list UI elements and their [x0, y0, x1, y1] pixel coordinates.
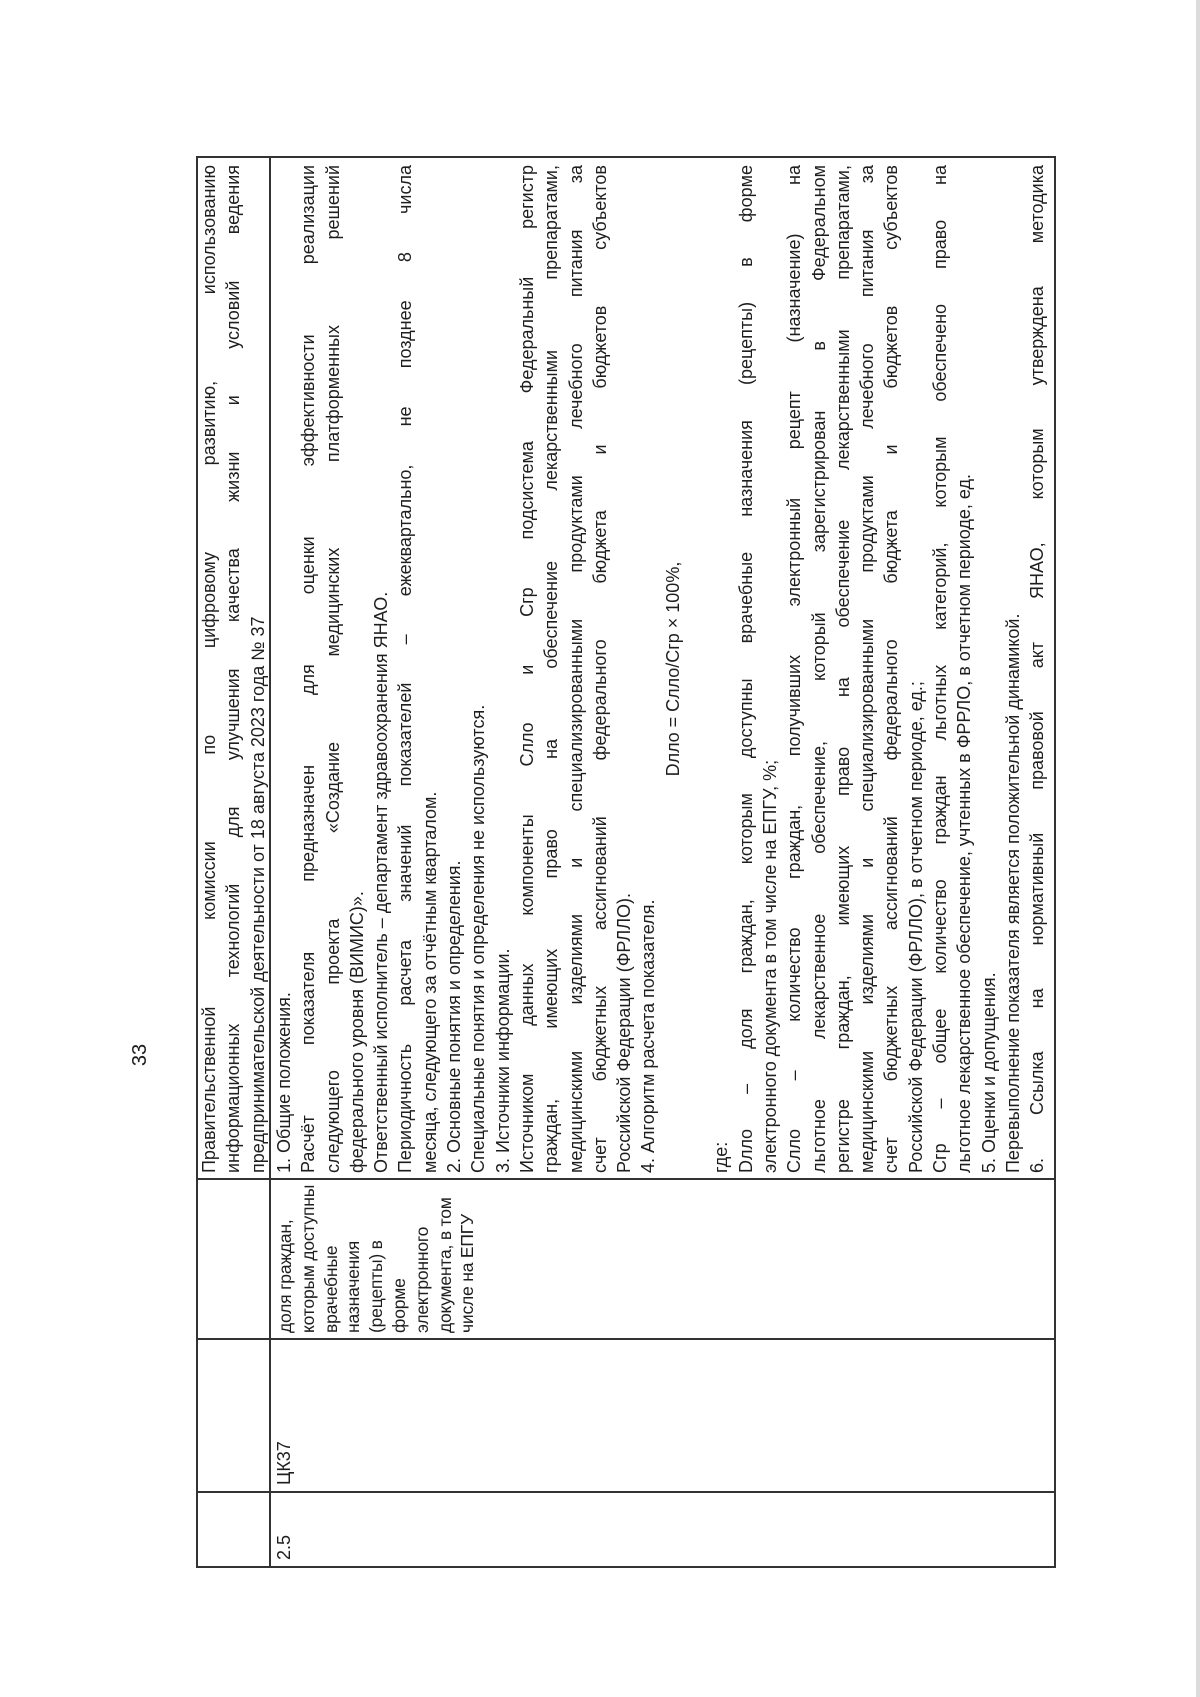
indicator-name-cell	[274, 1181, 479, 1333]
indicator-name-line: электронного	[411, 1226, 432, 1333]
indicator-name-line: (рецепты) в	[366, 1240, 387, 1333]
methodology-line: Периодичность расчета значений показателей – ежеквартально, не позднее 8 числа	[395, 165, 416, 1173]
methodology-line: 2. Основные понятия и определения.	[444, 860, 465, 1173]
column-divider	[196, 1339, 1056, 1341]
methodology-cell	[272, 165, 1050, 1173]
methodology-line: льготное лекарственное обеспечение, который зарегистрирован в Федеральном	[808, 165, 829, 1173]
table-bottom-border	[1054, 156, 1056, 1568]
methodology-line: месяца, следующего за отчётным кварталом.	[419, 791, 440, 1173]
column-divider	[196, 1492, 1056, 1494]
row-number-cell	[272, 1496, 296, 1560]
methodology-line: следующего проекта «Создание медицинских платформенных решений	[322, 165, 343, 1173]
methodology-line: электронного документа в том числе на ЕПГУ, %;	[759, 759, 780, 1173]
indicator-table	[196, 156, 1056, 1568]
column-divider	[196, 1179, 1056, 1181]
page-edge	[1196, 0, 1200, 1697]
methodology-line: Сллo – количество граждан, получивших электронный рецепт (назначение) на	[784, 165, 805, 1173]
methodology-line: 4. Алгоритм расчета показателя.	[638, 899, 659, 1173]
methodology-line: медицинскими изделиями и специализированными продуктами лечебного питания за	[565, 165, 586, 1173]
methodology-line: Dллo = Сллo/Сгр × 100%,	[662, 561, 683, 777]
methodology-line: медицинскими изделиями и специализированными продуктами лечебного питания за	[857, 165, 878, 1173]
methodology-line: федерального уровня (ВИМИС)».	[346, 891, 367, 1173]
row-number: 2.5	[274, 1534, 294, 1560]
methodology-line: Ответственный исполнитель – департамент здравоохранения ЯНАО.	[371, 591, 392, 1173]
indicator-name-line: доля граждан,	[275, 1219, 295, 1333]
indicator-name-line: врачебные	[320, 1245, 341, 1333]
methodology-line: счет бюджетных ассигнований федерального бюджета и бюджетов субъектов	[881, 165, 902, 1173]
methodology-line: Специальные понятия и определения не используются.	[468, 704, 489, 1173]
methodology-line: 1. Общие положения.	[274, 992, 294, 1173]
methodology-line: 5. Оценки и допущения.	[978, 972, 999, 1173]
indicator-name-line: документа, в том	[434, 1197, 455, 1333]
methodology-line: Расчёт показателя предназначен для оценки эффективности реализации	[298, 165, 319, 1173]
text-line: предпринимательской деятельности от 18 августа 2023 года № 37	[247, 616, 268, 1173]
table-right-border	[196, 157, 1056, 159]
indicator-code-cell	[272, 1345, 296, 1485]
prev-row-method-cell	[197, 165, 269, 1173]
methodology-line: Перевыполнение показателя является положительной динамикой.	[1002, 613, 1023, 1173]
methodology-line: Российской Федерации (ФРЛЛО).	[614, 892, 635, 1173]
indicator-name-line: числе на ЕПГУ	[457, 1214, 478, 1333]
indicator-name-line: форме	[388, 1278, 409, 1333]
methodology-line: где:	[711, 1141, 732, 1173]
indicator-name-line: назначения	[343, 1240, 364, 1333]
methodology-line: 3. Источники информации.	[492, 948, 513, 1173]
methodology-line: Российской Федерации (ФРЛЛО), в отчетном периоде, ед.;	[905, 681, 926, 1173]
methodology-line: граждан, имеющих право на обеспечение лекарственными препаратами,	[541, 165, 562, 1173]
methodology-line: 6. Ссылка на нормативный правовой акт ЯНАО, которым утверждена методика	[1027, 165, 1048, 1173]
text-line: Правительственной комиссии по цифровому развитию, использованию	[199, 165, 219, 1173]
methodology-line: регистре граждан, имеющих право на обеспечение лекарственными препаратами,	[832, 165, 853, 1173]
page-number: 33	[129, 1043, 151, 1067]
text-line: информационных технологий для улучшения качества жизни и условий ведения	[223, 165, 244, 1173]
table-grid	[196, 156, 1056, 1568]
methodology-line	[685, 165, 709, 1173]
table-left-border	[196, 1567, 1056, 1569]
methodology-line: счет бюджетных ассигнований федерального бюджета и бюджетов субъектов	[589, 165, 610, 1173]
indicator-code: ЦК37	[274, 1441, 294, 1485]
methodology-line: Dллo – доля граждан, которым доступны врачебные назначения (рецепты) в форме	[735, 165, 756, 1173]
methodology-line: Источником данных компоненты Сллo и Сгр подсистема Федеральный регистр	[516, 165, 537, 1173]
indicator-name-line: которым доступны	[297, 1184, 318, 1333]
methodology-line: льготное лекарственное обеспечение, учтенных в ФРРЛО, в отчетном периоде, ед.	[954, 473, 975, 1173]
methodology-line: Сгр – общее количество граждан льготных категорий, которым обеспечено право на	[930, 165, 951, 1173]
